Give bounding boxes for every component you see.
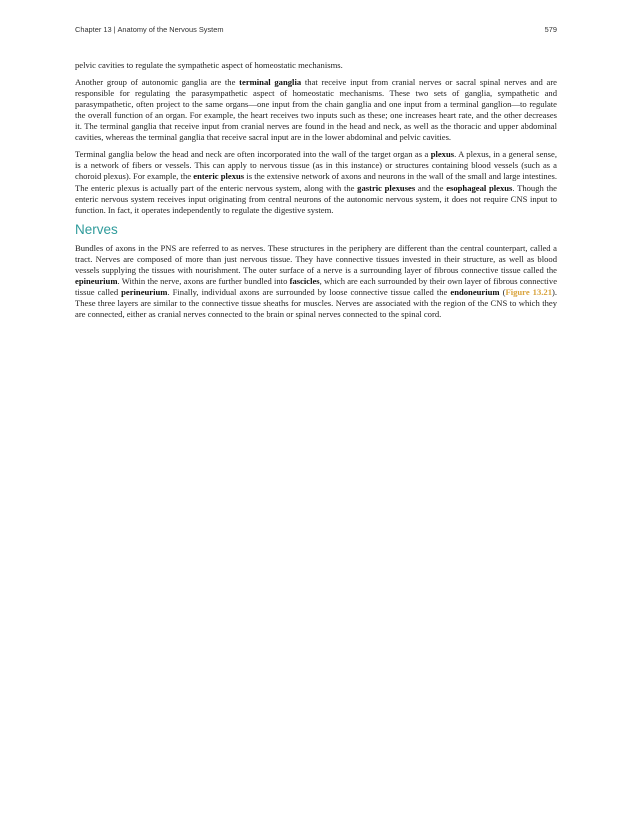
term-epineurium: epineurium bbox=[75, 276, 118, 286]
term-fascicles: fascicles bbox=[289, 276, 320, 286]
term-plexus: plexus bbox=[430, 149, 455, 160]
section-heading-nerves: Nerves bbox=[75, 221, 118, 237]
chapter-label: Chapter 13 | Anatomy of the Nervous System bbox=[75, 25, 224, 34]
paragraph-continuation: pelvic cavities to regulate the sympathetic aspect of homeostatic mechanisms. bbox=[75, 60, 343, 70]
paragraph-plexus: Terminal ganglia below the head and neck are often incorporated into the wall of the target organ as a plexus. A plexus, in a general sense, is a network of fibers or vessels. This can apply to nervous tissue (as in this instance) or structures containing blood vessels (such as a choroid plexus). For example, the enteric plexus is the extensive network of axons and neurons in the wall of the small and large intestines. The enteric plexus is actually part of the enteric nervous system, along with the gastric plexuses and the esophageal plexus. Though the enteric nervous system receives input originating from central neurons of the autonomic nervous system, it does not require CNS input to function. In fact, it operates independently to regulate the digestive system. bbox=[75, 149, 558, 215]
term-endoneurium: endoneurium bbox=[450, 287, 500, 298]
figure-link[interactable]: Figure 13.21 bbox=[505, 287, 552, 298]
running-header bbox=[75, 25, 557, 34]
page-number: 579 bbox=[544, 25, 557, 34]
page-content bbox=[75, 60, 557, 326]
term-esophageal-plexus: esophageal plexus bbox=[446, 182, 513, 193]
paragraph-terminal-ganglia: Another group of autonomic ganglia are the terminal ganglia that receive input from cranial nerves or sacral spinal nerves and are responsible for regulating the parasympathetic aspect of homeostatic mechanisms. These two sets of ganglia, sympathetic and parasympathetic, often project to the same organs—one input from the chain ganglia and one input from a terminal ganglion—to regulate the overall function of an organ. For example, the heart receives two inputs such as these; one increases heart rate, and the other decreases it. The terminal ganglia that receive input from cranial nerves are found in the head and neck, as well as the thoracic and upper abdominal cavities, whereas the terminal ganglia that receive sacral input are in the lower abdominal and pelvic cavities. bbox=[75, 76, 557, 143]
term-perineurium: perineurium bbox=[121, 287, 168, 298]
term-gastric-plexuses: gastric plexuses bbox=[357, 182, 416, 193]
term-terminal-ganglia: terminal ganglia bbox=[239, 76, 302, 87]
paragraph-nerves: Bundles of axons in the PNS are referred to as nerves. These structures in the periphery are different than the central counterpart, called a tract. Nerves are composed of more than just nervous tissue. They have connective tissues invested in their structure, as well as blood vessels supplying the tissues with nourishment. The outer surface of a nerve is a surrounding layer of fibrous connective tissue called the epineurium. Within the nerve, axons are further bundled into fascicles, which are each surrounded by their own layer of fibrous connective tissue called perineurium. Finally, individual axons are surrounded by loose connective tissue called the endoneurium (Figure 13.21). These three layers are similar to the connective tissue sheaths for muscles. Nerves are associated with the region of the CNS to which they are connected, either as cranial nerves connected to the brain or spinal nerves connected to the spinal cord. bbox=[75, 242, 558, 320]
term-enteric-plexus: enteric plexus bbox=[193, 171, 245, 182]
